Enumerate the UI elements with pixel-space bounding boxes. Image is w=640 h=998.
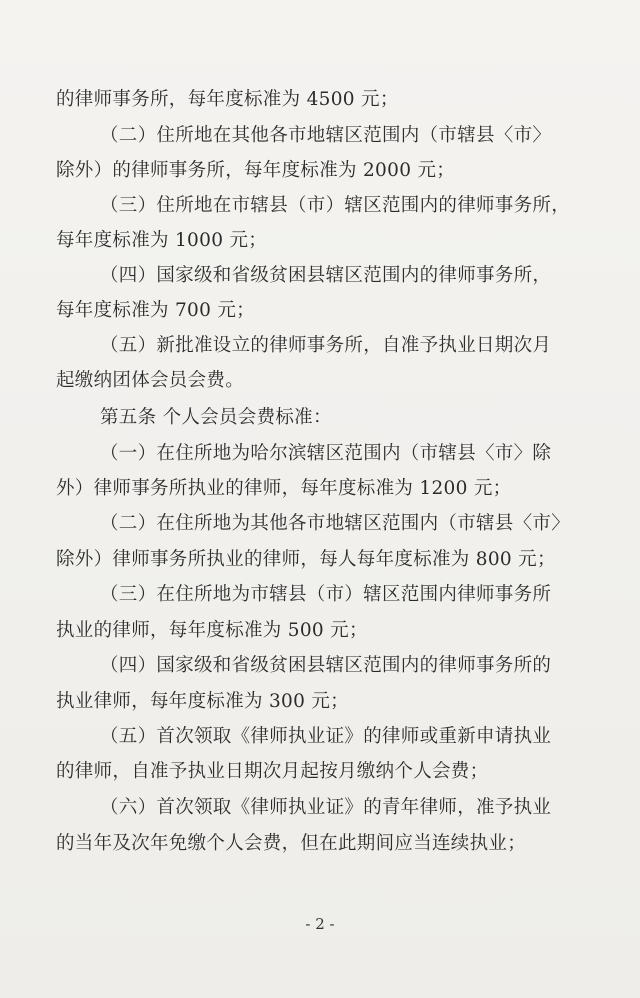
text-line: 的律师，自准予执业日期次月起按月缴纳个人会费； [56, 761, 489, 782]
text-line: 除外）的律师事务所，每年度标准为 2000 元； [56, 160, 456, 181]
text-line: 起缴纳团体会员会费。 [56, 370, 245, 391]
text-line: 每年度标准为 1000 元； [56, 230, 268, 251]
text-line: 执业律师，每年度标准为 300 元； [56, 691, 349, 712]
section-heading: 第五条 个人会员会费标准： [100, 407, 332, 428]
text-line: （五）新批准设立的律师事务所，自准予执业日期次月 [100, 335, 552, 356]
text-line: （一）在住所地为哈尔滨辖区范围内（市辖县〈市〉除 [100, 443, 552, 464]
page-number: - 2 - [305, 915, 335, 933]
text-line: （二）在住所地为其他各市地辖区范围内（市辖县〈市〉 [100, 513, 571, 534]
text-line: （四）国家级和省级贫困县辖区范围内的律师事务所的 [100, 655, 552, 676]
text-line: （五）首次领取《律师执业证》的律师或重新申请执业 [100, 726, 552, 747]
text-line: 每年度标准为 700 元； [56, 300, 255, 321]
text-line: 外）律师事务所执业的律师，每年度标准为 1200 元； [56, 478, 512, 499]
text-line: 执业的律师，每年度标准为 500 元； [56, 620, 368, 641]
text-line: 的当年及次年免缴个人会费，但在此期间应当连续执业； [56, 833, 527, 854]
text-line: （三）住所地在市辖县（市）辖区范围内的律师事务所， [100, 195, 571, 216]
text-line: （六）首次领取《律师执业证》的青年律师，准予执业 [100, 797, 552, 818]
text-line: （三）在住所地为市辖县（市）辖区范围内律师事务所 [100, 584, 552, 605]
text-line: 的律师事务所，每年度标准为 4500 元； [56, 89, 399, 110]
text-line: 除外）律师事务所执业的律师，每人每年度标准为 800 元； [56, 549, 556, 570]
text-line: （四）国家级和省级贫困县辖区范围内的律师事务所， [100, 265, 552, 286]
text-line: （二）住所地在其他各市地辖区范围内（市辖县〈市〉 [100, 125, 552, 146]
